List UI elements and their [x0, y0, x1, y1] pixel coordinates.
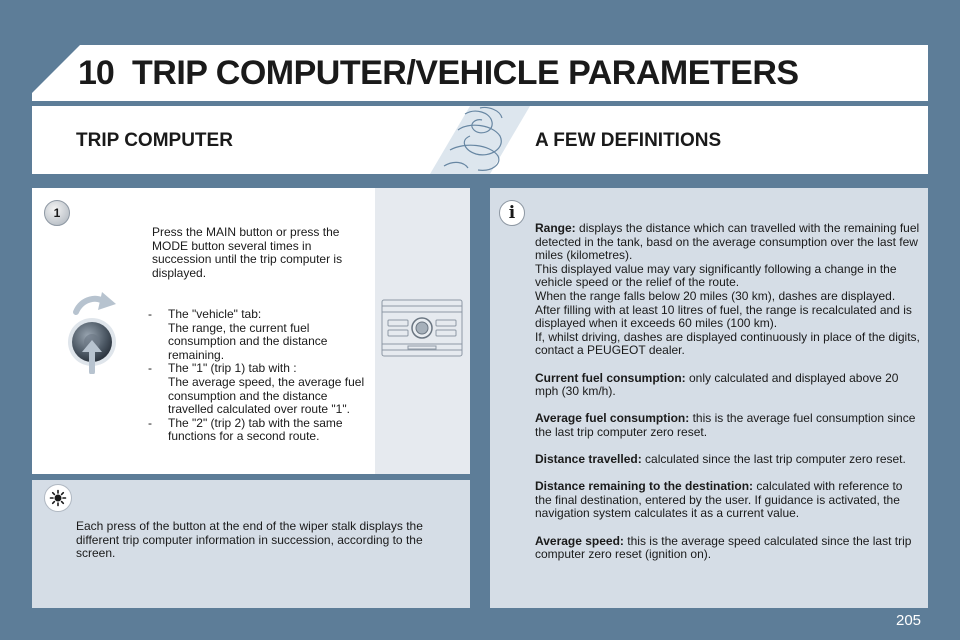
definitions-list	[535, 222, 920, 575]
definition-text: this is the average fuel consumption since the last trip computer zero reset.	[535, 411, 916, 439]
list-item-detail: The average speed, the average fuel consumption and the distance travelled calculated over route "1".	[168, 374, 365, 417]
list-item-label: The "1" (trip 1) tab with :	[168, 361, 297, 376]
definition-term: Distance remaining to the destination:	[535, 479, 757, 494]
definition-text: This displayed value may vary significantly following a change in the vehicle speed or the relief of the route.	[535, 261, 897, 290]
dashboard-console-icon	[380, 298, 464, 358]
list-item	[148, 362, 370, 376]
definition-term: Current fuel consumption:	[535, 370, 689, 385]
trip-computer-intro: Press the MAIN button or press the MODE button several times in succession until the trip computer is displayed.	[152, 225, 343, 280]
list-item-label: The "2" (trip 2) tab with the same	[168, 415, 343, 430]
list-item-label: The "vehicle" tab:	[168, 307, 262, 321]
definition-text: If, whilst driving, dashes are displayed continuously in place of the digits, contact a PEUGEOT dealer.	[535, 329, 920, 358]
definition-text: only calculated and displayed above 20 mph (30 km/h).	[535, 370, 899, 399]
definition-current-fuel-consumption	[535, 372, 920, 399]
list-bullet: -	[148, 415, 152, 430]
wiper-stalk-note: Each press of the button at the end of the wiper stalk displays the different trip computer information in succession, according to the screen.	[76, 519, 423, 561]
definition-distance-remaining	[535, 480, 920, 521]
definition-distance-travelled	[535, 453, 920, 467]
chapter-number: 10	[78, 54, 114, 92]
page-title: TRIP COMPUTER/VEHICLE PARAMETERS	[132, 54, 799, 92]
definition-text: calculated with reference to the final destination, entered by the user. If guidance is activated, the navigation system calculates it as a current value.	[535, 479, 903, 521]
light-bulb-icon	[44, 484, 72, 512]
definition-term: Distance travelled:	[535, 452, 646, 467]
definition-text: this is the average speed calculated since the last trip computer zero reset (ignition on).	[535, 533, 912, 562]
definition-text: calculated since the last trip computer zero reset.	[645, 452, 906, 467]
list-bullet: -	[148, 361, 152, 376]
section-title-definitions: A FEW DEFINITIONS	[535, 130, 722, 151]
definition-text: When the range falls below 20 miles (30 km), dashes are displayed. After filling with at least 10 litres of fuel, the range is recalculated and is displayed when it exceeds 60 miles (100 km).	[535, 288, 912, 331]
list-bullet: -	[148, 307, 152, 321]
definition-average-speed	[535, 535, 920, 562]
list-item	[148, 308, 370, 322]
page-number: 205	[896, 612, 922, 629]
definition-text: displays the distance which can travelled with the remaining fuel detected in the tank, basd on the average consumption over the last few miles (kilometres).	[535, 221, 920, 263]
list-item	[148, 417, 370, 431]
rotary-knob-icon	[58, 290, 128, 374]
number-badge-icon: 1	[44, 200, 70, 226]
info-icon: i	[499, 200, 525, 226]
decorative-map-pattern	[430, 106, 530, 174]
list-item-detail: The range, the current fuel consumption and the distance remaining.	[168, 320, 328, 362]
section-title-trip-computer: TRIP COMPUTER	[76, 130, 233, 151]
definition-term: Average fuel consumption:	[535, 411, 693, 426]
trip-computer-tabs-list	[148, 308, 370, 444]
definition-term: Range:	[535, 221, 580, 235]
definition-average-fuel-consumption	[535, 412, 920, 439]
list-item-detail: functions for a second route.	[168, 429, 320, 444]
definition-term: Average speed:	[535, 533, 628, 548]
definition-range	[535, 222, 920, 358]
